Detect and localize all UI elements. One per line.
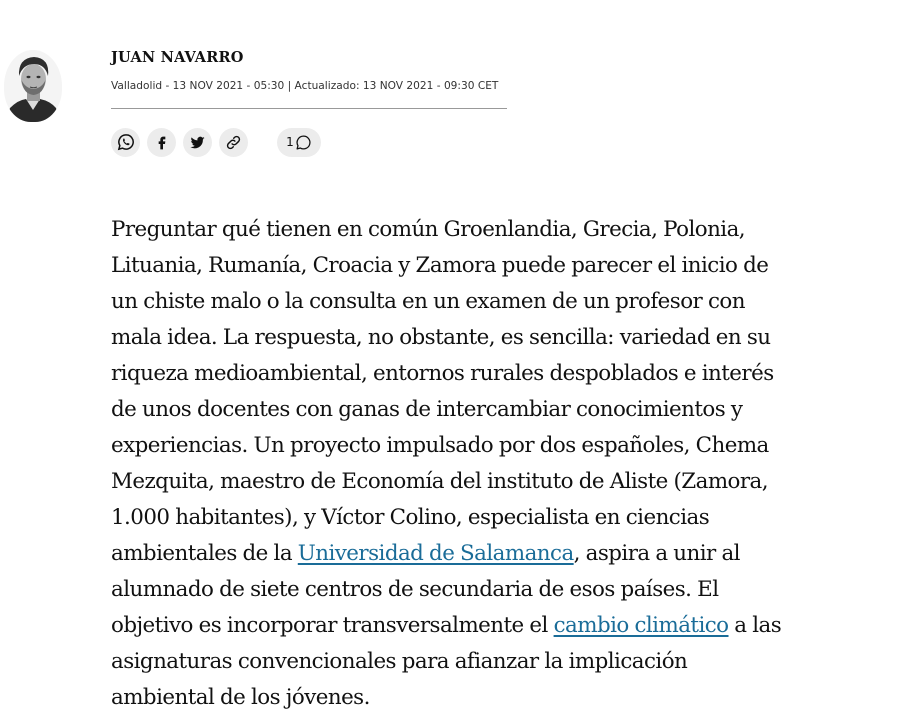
paragraph-line: alumnado de siete centros de secundaria de esos países. El — [111, 577, 719, 602]
article-paragraph — [111, 212, 871, 716]
share-toolbar — [111, 127, 321, 157]
share-twitter-button[interactable] — [183, 128, 212, 157]
share-facebook-button[interactable] — [147, 128, 176, 157]
author-photo — [4, 50, 62, 122]
paragraph-line: asignaturas convencionales para afianzar la implicación — [111, 649, 688, 674]
whatsapp-icon — [117, 133, 135, 151]
paragraph-line: ambiental de los jóvenes. — [111, 685, 370, 710]
article-body — [111, 212, 871, 716]
article-dateline: Valladolid - 13 NOV 2021 - 05:30 | Actualizado: 13 NOV 2021 - 09:30 CET — [111, 80, 499, 92]
paragraph-line: , aspira a unir al — [573, 541, 740, 566]
facebook-icon — [154, 134, 170, 150]
twitter-icon — [189, 134, 206, 151]
paragraph-line: 1.000 habitantes), y Víctor Colino, especialista en ciencias — [111, 505, 710, 530]
paragraph-line: mala idea. La respuesta, no obstante, es sencilla: variedad en su — [111, 325, 771, 350]
paragraph-line: un chiste malo o la consulta en un examen de un profesor con — [111, 289, 745, 314]
paragraph-line: Preguntar qué tienen en común Groenlandia, Grecia, Polonia, — [111, 217, 746, 242]
share-whatsapp-button[interactable] — [111, 128, 140, 157]
comment-bubble-icon — [295, 134, 312, 151]
byline-divider — [111, 108, 507, 109]
author-byline — [0, 0, 918, 180]
paragraph-line: de unos docentes con ganas de intercambiar conocimientos y — [111, 397, 743, 422]
copy-link-button[interactable] — [219, 128, 248, 157]
paragraph-line: Lituania, Rumanía, Croacia y Zamora puede parecer el inicio de — [111, 253, 769, 278]
link-icon — [225, 134, 242, 151]
author-name[interactable]: JUAN NAVARRO — [111, 49, 244, 66]
paragraph-line: experiencias. Un proyecto impulsado por dos españoles, Chema — [111, 433, 769, 458]
paragraph-line: riqueza medioambiental, entornos rurales despoblados e interés — [111, 361, 774, 386]
paragraph-line: objetivo es incorporar transversalmente el — [111, 613, 554, 638]
paragraph-line: ambientales de la — [111, 541, 298, 566]
cambio-climatico-link[interactable]: cambio climático — [553, 613, 729, 638]
universidad-salamanca-link[interactable]: Universidad de Salamanca — [297, 541, 574, 566]
paragraph-line: a las — [728, 613, 782, 638]
comments-button[interactable] — [277, 128, 321, 157]
author-avatar[interactable] — [4, 50, 62, 122]
comments-count: 1 — [286, 135, 294, 149]
paragraph-line: Mezquita, maestro de Economía del instituto de Aliste (Zamora, — [111, 469, 769, 494]
